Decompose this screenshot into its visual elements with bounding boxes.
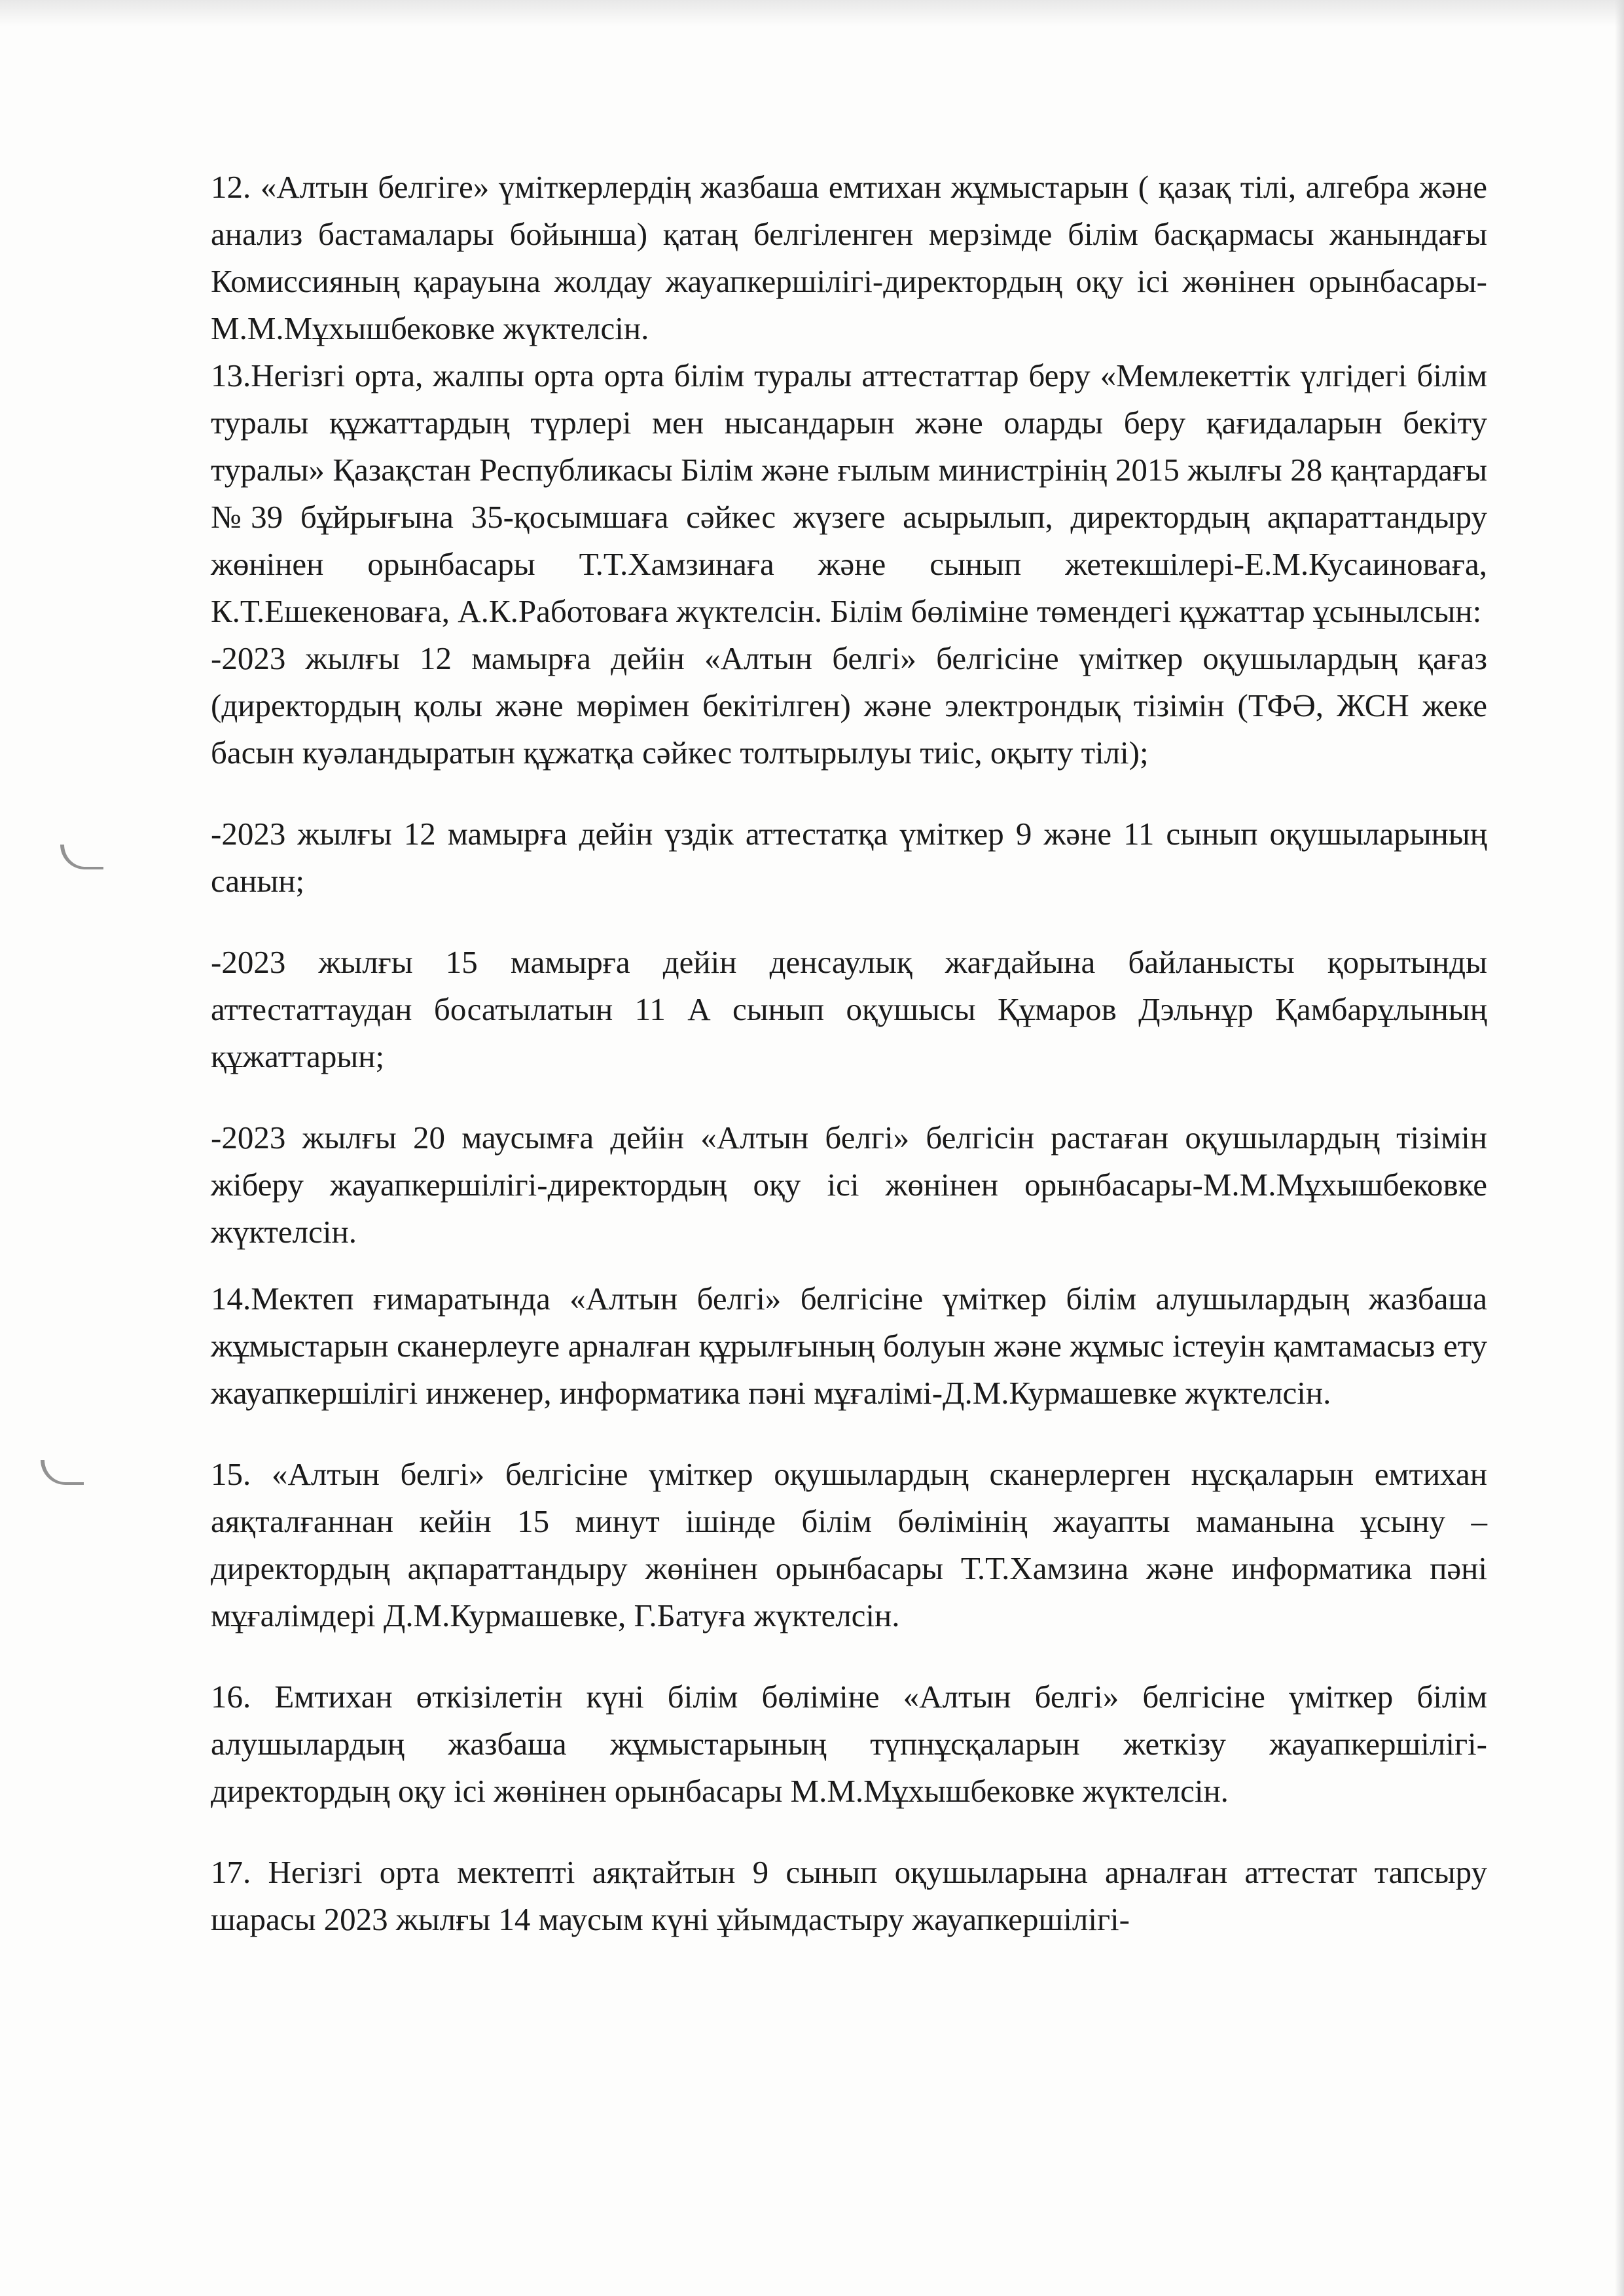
paragraph-12: 12. «Алтын белгіге» үміткерлердің жазбаша емтихан жұмыстарын ( қазақ тілі, алгебра және анализ бастамалары бойынша) қатаң белгіленген мерзімде білім басқармасы жанындағы Комиссияның қарауына жолдау жауапкершілігі-директордың оқу ісі жөнінен орынбасары-М.М.Мұхышбековке жүктелсін. bbox=[211, 169, 1487, 346]
paragraph-13: 13.Негізгі орта, жалпы орта орта білім туралы аттестаттар беру «Мемлекеттік үлгідегі білім туралы құжаттардың түрлері мен нысандарын және оларды беру қағидаларын бекіту туралы» Қазақстан Республикасы Білім және ғылым министрінің 2015 жылғы 28 қаңтардағы №39 бұйрығына 35-қосымшаға сәйкес жүзеге асырылып, директордың ақпараттандыру жөнінен орынбасары Т.Т.Хамзинаға және сынып жетекшілері-Е.М.Кусаиноваға, К.Т.Ешекеноваға, А.К.Работоваға жүктелсін. Білім бөліміне төмендегі құжаттар ұсынылсын: bbox=[211, 357, 1487, 629]
paragraph-13-item-list: -2023 жылғы 12 мамырға дейін «Алтын белгі» белгісіне үміткер оқушылардың қағаз (директордың қолы және мөрімен бекітілген) және электрондық тізімін (ТФӘ, ЖСН жеке басын куәландыратын құжатқа сәйкес толтырылуы тиіс, оқыту тілі); bbox=[211, 640, 1487, 771]
paragraph-17: 17. Негізгі орта мектепті аяқтайтын 9 сынып оқушыларына арналған аттестат тапсыру шарасы 2023 жылғы 14 маусым күні ұйымдастыру жауапкершілігі- bbox=[211, 1854, 1487, 1937]
paragraph-14: 14.Мектеп ғимаратында «Алтын белгі» белгісіне үміткер білім алушылардың жазбаша жұмыстарын сканерлеуге арналған құрылғының болуын және жұмыс істеуін қамтамасыз ету жауапкершілігі инженер, информатика пәні мұғалімі-Д.М.Курмашевке жүктелсін. bbox=[211, 1281, 1487, 1411]
paragraph-13-item-exempt: -2023 жылғы 15 мамырға дейін денсаулық жағдайына байланысты қорытынды аттестаттаудан босатылатын 11 А сынып оқушысы Құмаров Дэльнұр Қамбарұлының құжаттарын; bbox=[211, 944, 1487, 1074]
punch-hole-mark-bottom bbox=[41, 1460, 84, 1485]
document-body bbox=[211, 164, 1487, 1943]
paragraph-13-item-confirmed: -2023 жылғы 20 маусымға дейін «Алтын белгі» белгісін растаған оқушылардың тізімін жіберу жауапкершілігі-директордың оқу ісі жөнінен орынбасары-М.М.Мұхышбековке жүктелсін. bbox=[211, 1120, 1487, 1250]
paragraph-15: 15. «Алтын белгі» белгісіне үміткер оқушылардың сканерлерген нұсқаларын емтихан аяқталғаннан кейін 15 минут ішінде білім бөлімінің жауапты маманына ұсыну –директордың ақпараттандыру жөнінен орынбасары Т.Т.Хамзина және информатика пәні мұғалімдері Д.М.Курмашевке, Г.Батуға жүктелсін. bbox=[211, 1456, 1487, 1633]
scan-edge-shadow-right bbox=[1615, 0, 1624, 2296]
scan-edge-shadow-top bbox=[0, 0, 1624, 26]
paragraph-16: 16. Емтихан өткізілетін күні білім бөліміне «Алтын белгі» белгісіне үміткер білім алушылардың жазбаша жұмыстарының түпнұсқаларын жеткізу жауапкершілігі-директордың оқу ісі жөнінен орынбасары М.М.Мұхышбековке жүктелсін. bbox=[211, 1679, 1487, 1809]
paragraph-13-item-count: -2023 жылғы 12 мамырға дейін үздік аттестатқа үміткер 9 және 11 сынып оқушыларының санын; bbox=[211, 816, 1487, 899]
punch-hole-mark-top bbox=[60, 845, 103, 869]
